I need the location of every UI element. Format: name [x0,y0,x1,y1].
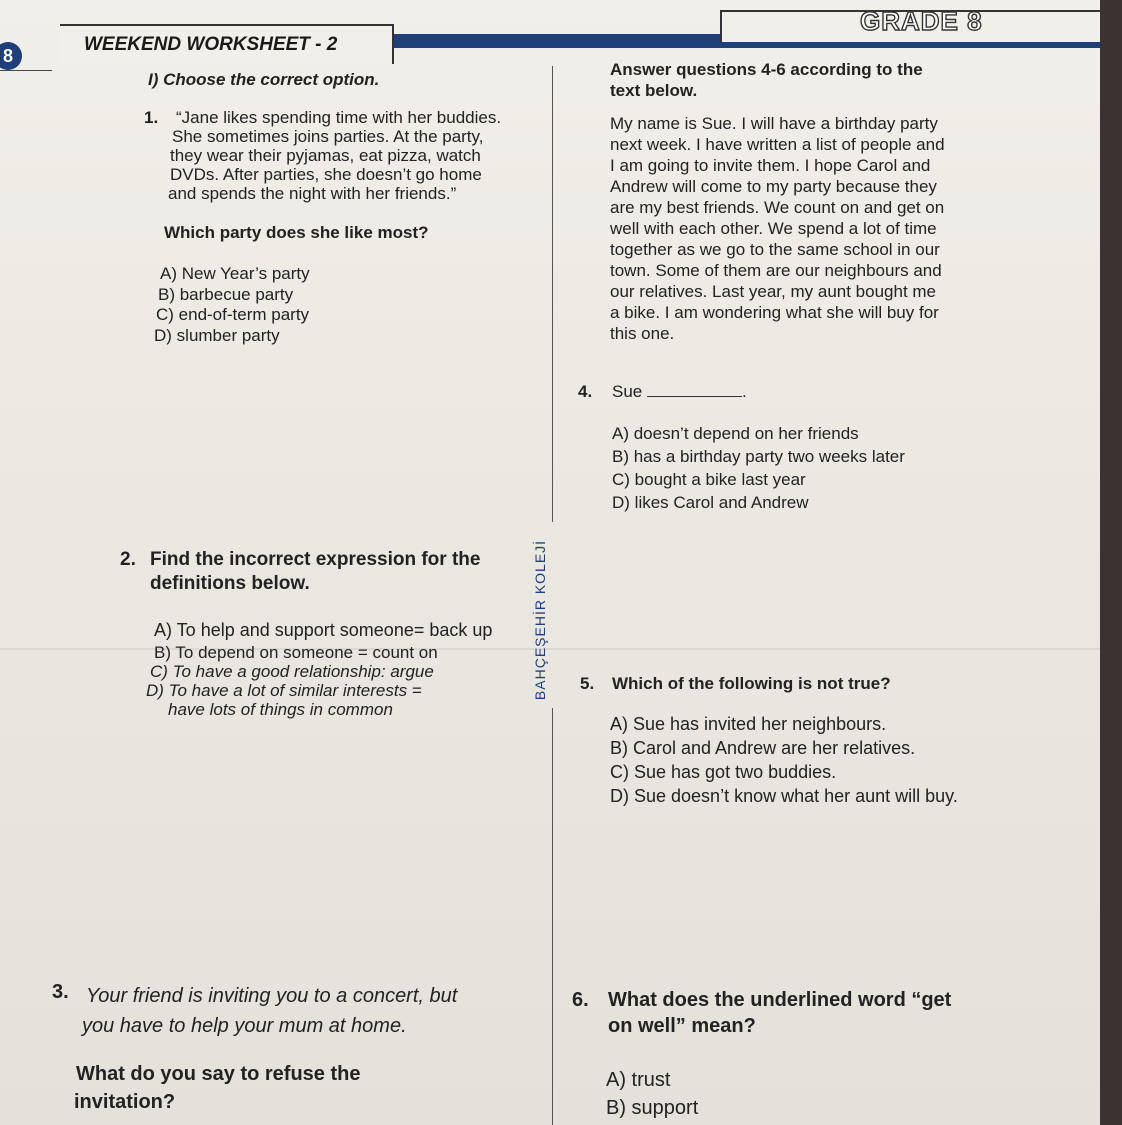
q1-text-line: and spends the night with her friends.” [168,184,457,203]
grade-label: GRADE 8 [860,6,983,36]
passage-line: I am going to invite them. I hope Carol and [610,156,931,175]
q6-question-line: What does the underlined word “get [608,989,952,1011]
q6-option-b[interactable]: B) support [606,1097,699,1119]
column-divider-bottom [552,708,553,1125]
q1-text-line: DVDs. After parties, she doesn’t go home [170,165,482,184]
q5-option-d[interactable]: D) Sue doesn’t know what her aunt will buy. [610,786,958,806]
passage-instruction: Answer questions 4-6 according to the [610,60,923,79]
q3-text-line: Your friend is inviting you to a concert, but [86,985,458,1007]
q2-option-a[interactable]: A) To help and support someone= back up [154,620,493,640]
passage-line: town. Some of them are our neighbours and [610,261,942,280]
q1-text-line: they wear their pyjamas, eat pizza, watch [170,146,481,165]
section-heading: I) Choose the correct option. [148,70,380,89]
column-divider-top [552,66,553,522]
q5-option-b[interactable]: B) Carol and Andrew are her relatives. [610,738,916,758]
q5-number: 5. [580,674,595,693]
q6-question-line: on well” mean? [608,1015,756,1037]
q4-stem [612,382,747,402]
q1-text-line: “Jane likes spending time with her buddies. [176,108,502,127]
q6-option-a[interactable]: A) trust [606,1069,671,1091]
q2-option-c[interactable]: C) To have a good relationship: argue [150,662,434,681]
q3-text-line: you have to help your mum at home. [82,1015,407,1037]
passage-line: this one. [610,324,675,343]
passage-line: are my best friends. We count on and get on [610,198,945,217]
q1-option-b[interactable]: B) barbecue party [158,285,294,304]
q4-stem-end: . [741,382,747,401]
passage-line: a bike. I am wondering what she will buy for [610,303,939,322]
q3-number: 3. [52,981,69,1003]
q2-question-line: definitions below. [150,573,310,594]
q3-question-line: invitation? [74,1091,176,1113]
q1-option-a[interactable]: A) New Year’s party [160,264,310,283]
q2-option-d[interactable]: D) To have a lot of similar interests = [146,681,422,700]
q1-option-c[interactable]: C) end-of-term party [156,305,310,324]
header-rule [0,70,52,71]
passage-line: together as we go to the same school in our [610,240,940,259]
q4-blank [647,382,742,397]
q4-option-c[interactable]: C) bought a bike last year [612,470,806,489]
q1-text-line: She sometimes joins parties. At the party, [172,127,484,146]
q1-option-d[interactable]: D) slumber party [154,326,280,345]
passage-line: well with each other. We spend a lot of time [610,219,937,238]
q2-question-line: Find the incorrect expression for the [150,549,481,570]
q5-option-c[interactable]: C) Sue has got two buddies. [610,762,837,782]
q4-option-d[interactable]: D) likes Carol and Andrew [612,493,809,512]
q5-option-a[interactable]: A) Sue has invited her neighbours. [610,714,887,734]
q1-question: Which party does she like most? [164,223,429,242]
passage-line: our relatives. Last year, my aunt bought me [610,282,937,301]
page-number-badge: 8 [0,42,22,70]
q4-stem-text: Sue [612,382,643,401]
q6-number: 6. [572,989,589,1011]
q3-question-line: What do you say to refuse the [76,1063,361,1085]
passage-line: My name is Sue. I will have a birthday party [610,114,938,133]
q1-number: 1. [144,108,159,127]
passage-instruction: text below. [610,81,698,100]
q2-number: 2. [120,549,136,570]
school-name: BAHÇEŞEHİR KOLEJİ [532,539,548,701]
q2-option-d-continued: have lots of things in common [168,700,393,719]
q4-option-a[interactable]: A) doesn’t depend on her friends [612,424,859,443]
worksheet-title: WEEKEND WORKSHEET - 2 [84,34,338,55]
passage-line: next week. I have written a list of people and [610,135,945,154]
q4-number: 4. [578,382,593,401]
q5-question: Which of the following is not true? [612,674,891,693]
q4-option-b[interactable]: B) has a birthday party two weeks later [612,447,905,466]
q2-option-b[interactable]: B) To depend on someone = count on [154,643,438,662]
passage-line: Andrew will come to my party because they [610,177,937,196]
